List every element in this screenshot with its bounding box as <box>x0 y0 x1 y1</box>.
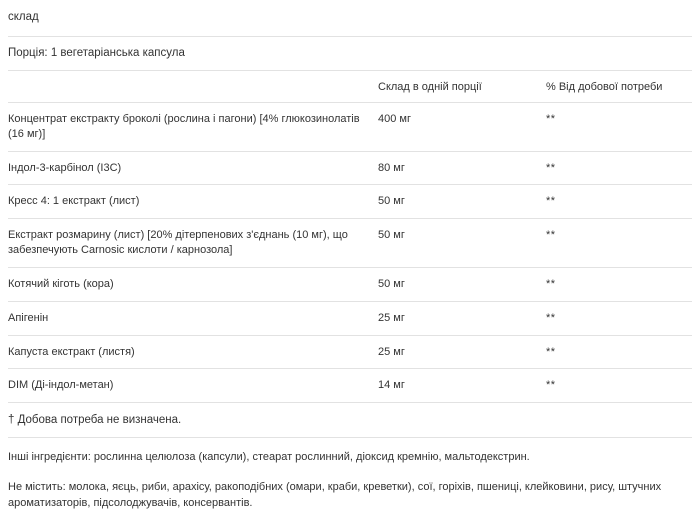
table-row <box>8 268 692 301</box>
daily-value-footnote: † Добова потреба не визначена. <box>8 414 182 427</box>
ingredient-amount: 80 мг <box>378 161 405 174</box>
ingredient-amount: 50 мг <box>378 195 405 208</box>
ingredient-amount: 25 мг <box>378 345 405 358</box>
ingredient-daily-value: ** <box>546 311 556 324</box>
ingredient-daily-value: ** <box>546 277 556 290</box>
table-row <box>8 103 692 151</box>
ingredient-daily-value: ** <box>546 112 556 125</box>
serving-size-text: Порція: 1 вегетаріанська капсула <box>8 46 185 59</box>
column-header-amount: Склад в одній порції <box>378 81 482 94</box>
ingredient-name: Апігенін <box>8 311 49 324</box>
ingredient-amount: 50 мг <box>378 277 405 290</box>
ingredient-amount: 400 мг <box>378 112 411 125</box>
table-row <box>8 219 692 267</box>
table-row <box>8 369 692 402</box>
ingredient-daily-value: ** <box>546 195 556 208</box>
ingredient-name: DIM (Ді-індол-метан) <box>8 379 114 392</box>
column-header-daily-value: % Від добової потреби <box>546 81 663 94</box>
table-row <box>8 302 692 335</box>
ingredient-name: Екстракт розмарину (лист) [20% дітерпенових з'єднань (10 мг), що забезпечують Carnosic кислоти / карнозола] <box>8 229 348 257</box>
serving-size-row <box>8 37 692 71</box>
panel-title-row <box>8 0 692 36</box>
other-ingredients-text: Інші інгредієнти: рослинна целюлоза (капсули), стеарат рослинний, діоксид кремнію, мальтодекстрин. <box>8 451 530 464</box>
ingredient-name: Кресс 4: 1 екстракт (лист) <box>8 195 140 208</box>
ingredient-amount: 25 мг <box>378 311 405 324</box>
ingredient-daily-value: ** <box>546 161 556 174</box>
ingredient-daily-value: ** <box>546 229 556 242</box>
ingredient-amount: 14 мг <box>378 379 405 392</box>
ingredient-name: Індол-3-карбінол (I3C) <box>8 161 122 174</box>
ingredient-amount: 50 мг <box>378 229 405 242</box>
ingredient-daily-value: ** <box>546 345 556 358</box>
ingredient-name: Концентрат екстракту броколі (рослина і пагони) [4% глюкозинолатів (16 мг)] <box>8 112 360 140</box>
allergen-statement-text: Не містить: молока, яєць, риби, арахісу, ракоподібних (омари, краби, креветки), сої, горіхів, пшениці, клейковини, рису, штучних ароматизаторів, підсолоджувачів, консервантів. <box>8 481 662 510</box>
table-row <box>8 152 692 185</box>
panel-title: склад <box>8 11 39 23</box>
ingredient-daily-value: ** <box>546 379 556 392</box>
ingredient-name: Капуста екстракт (листя) <box>8 345 135 358</box>
table-row <box>8 185 692 218</box>
table-header-row <box>8 71 692 102</box>
table-row <box>8 336 692 369</box>
ingredient-name: Котячий кіготь (кора) <box>8 277 114 290</box>
